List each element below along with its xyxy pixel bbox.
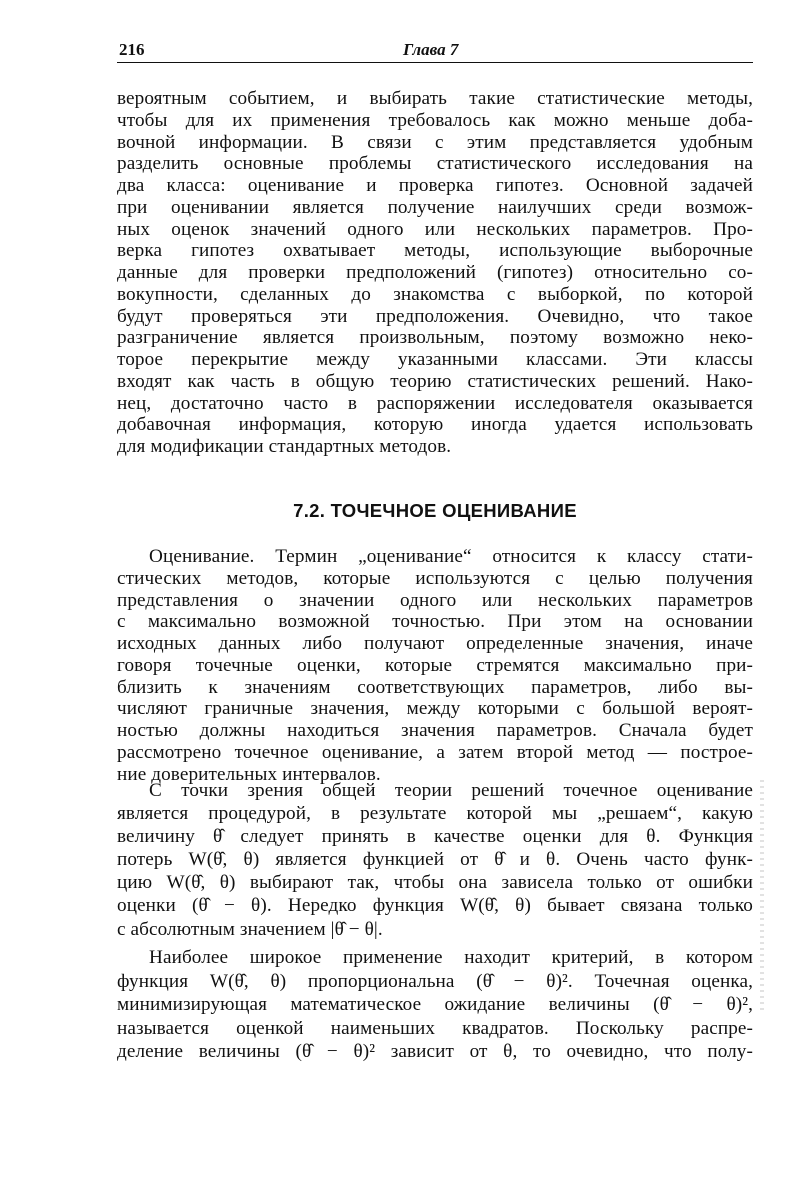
text-line: потерь W(θ̂, θ) является функцией от θ̂ и θ. Очень часто функ-	[117, 849, 753, 871]
text-line: оценки (θ̂ − θ). Нередко функция W(θ̂, θ) бывает связана только	[117, 895, 753, 917]
text-line: разделить основные проблемы статистического исследования на	[117, 153, 753, 175]
text-line: представления о значении одного или нескольких параметров	[117, 589, 753, 611]
text-line: рассмотрено точечное оценивание, а затем второй метод — построе-	[117, 741, 753, 763]
text-line: Наиболее широкое применение находит критерий, в котором	[149, 947, 753, 968]
text-line: называется оценкой наименьших квадратов. Поскольку распре-	[117, 1017, 753, 1039]
section-heading: 7.2. ТОЧЕЧНОЕ ОЦЕНИВАНИЕ	[293, 500, 577, 521]
text-line: числяют граничные значения, между которыми с большой вероят-	[117, 698, 753, 720]
paragraph-decision-theory	[117, 780, 753, 942]
text-line: близить к значениям соответствующих параметров, либо вы-	[117, 676, 753, 698]
text-line: будут проверяться эти предположения. Очевидно, что такое	[117, 305, 753, 327]
text-line: чтобы для их применения требовалось как можно меньше доба-	[117, 109, 753, 131]
text-line: минимизирующая математическое ожидание величины (θ̂ − θ)²,	[117, 994, 753, 1016]
text-line: исходных данных либо получают определенные значения, иначе	[117, 633, 753, 654]
scan-edge-artifact	[760, 780, 764, 1010]
paragraph-estimation	[117, 546, 753, 785]
text-line: вочной информации. В связи с этим представляется удобным	[117, 131, 753, 153]
text-line: является процедурой, в результате которой мы „решаем“, какую	[117, 803, 753, 825]
book-page	[117, 40, 753, 1063]
paragraph-least-squares	[117, 947, 753, 1065]
paragraph-intro	[117, 88, 753, 458]
text-line: входят как часть в общую теорию статистических решений. Нако-	[117, 370, 753, 392]
text-line: стических методов, которые используются с целью получения	[117, 567, 753, 589]
chapter-title: Глава 7	[403, 40, 459, 59]
text-line: ние доверительных интервалов.	[117, 763, 381, 785]
text-line: Оценивание. Термин „оценивание“ относится к классу стати-	[149, 546, 753, 567]
text-line: величину θ̂ следует принять в качестве оценки для θ. Функция	[117, 826, 753, 848]
text-line: ных оценок значений одного или нескольких параметров. Про-	[117, 218, 753, 240]
text-line: два класса: оценивание и проверка гипотез. Основной задачей	[117, 175, 753, 196]
text-line: добавочная информация, которую иногда удается использовать	[117, 414, 753, 436]
text-line: разграничение является произвольным, поэтому возможно неко-	[117, 327, 753, 349]
text-line: вокупности, сделанных до знакомства с выборкой, по которой	[117, 283, 753, 305]
text-line: С точки зрения общей теории решений точечное оценивание	[149, 780, 753, 801]
text-line: для модификации стандартных методов.	[117, 436, 452, 457]
text-line: функция W(θ̂, θ) пропорциональна (θ̂ − θ)². Точечная оценка,	[117, 970, 753, 992]
text-line: ностью должны находиться значения параметров. Сначала будет	[117, 720, 753, 741]
text-line: с абсолютным значением |θ̂ − θ|.	[117, 918, 383, 940]
text-line: данные для проверки предположений (гипотез) относительно со-	[117, 262, 753, 283]
text-line: при оценивании является получение наилучших среди возмож-	[117, 196, 753, 218]
text-line: вероятным событием, и выбирать такие статистические методы,	[117, 88, 753, 109]
text-line: с максимально возможной точностью. При этом на основании	[117, 611, 753, 633]
text-line: говоря точечные оценки, которые стремятся максимально при-	[117, 654, 753, 676]
text-line: деление величины (θ̂ − θ)² зависит от θ, то очевидно, что полу-	[117, 1041, 753, 1063]
text-line: нец, достаточно часто в распоряжении исследователя оказывается	[117, 392, 753, 414]
running-head	[117, 40, 753, 63]
text-line: цию W(θ̂, θ) выбирают так, чтобы она зависела только от ошибки	[117, 872, 753, 894]
text-line: верка гипотез охватывает методы, использующие выборочные	[117, 240, 753, 262]
page-number: 216	[119, 40, 145, 59]
text-line: торое перекрытие между указанными классами. Эти классы	[117, 349, 753, 370]
